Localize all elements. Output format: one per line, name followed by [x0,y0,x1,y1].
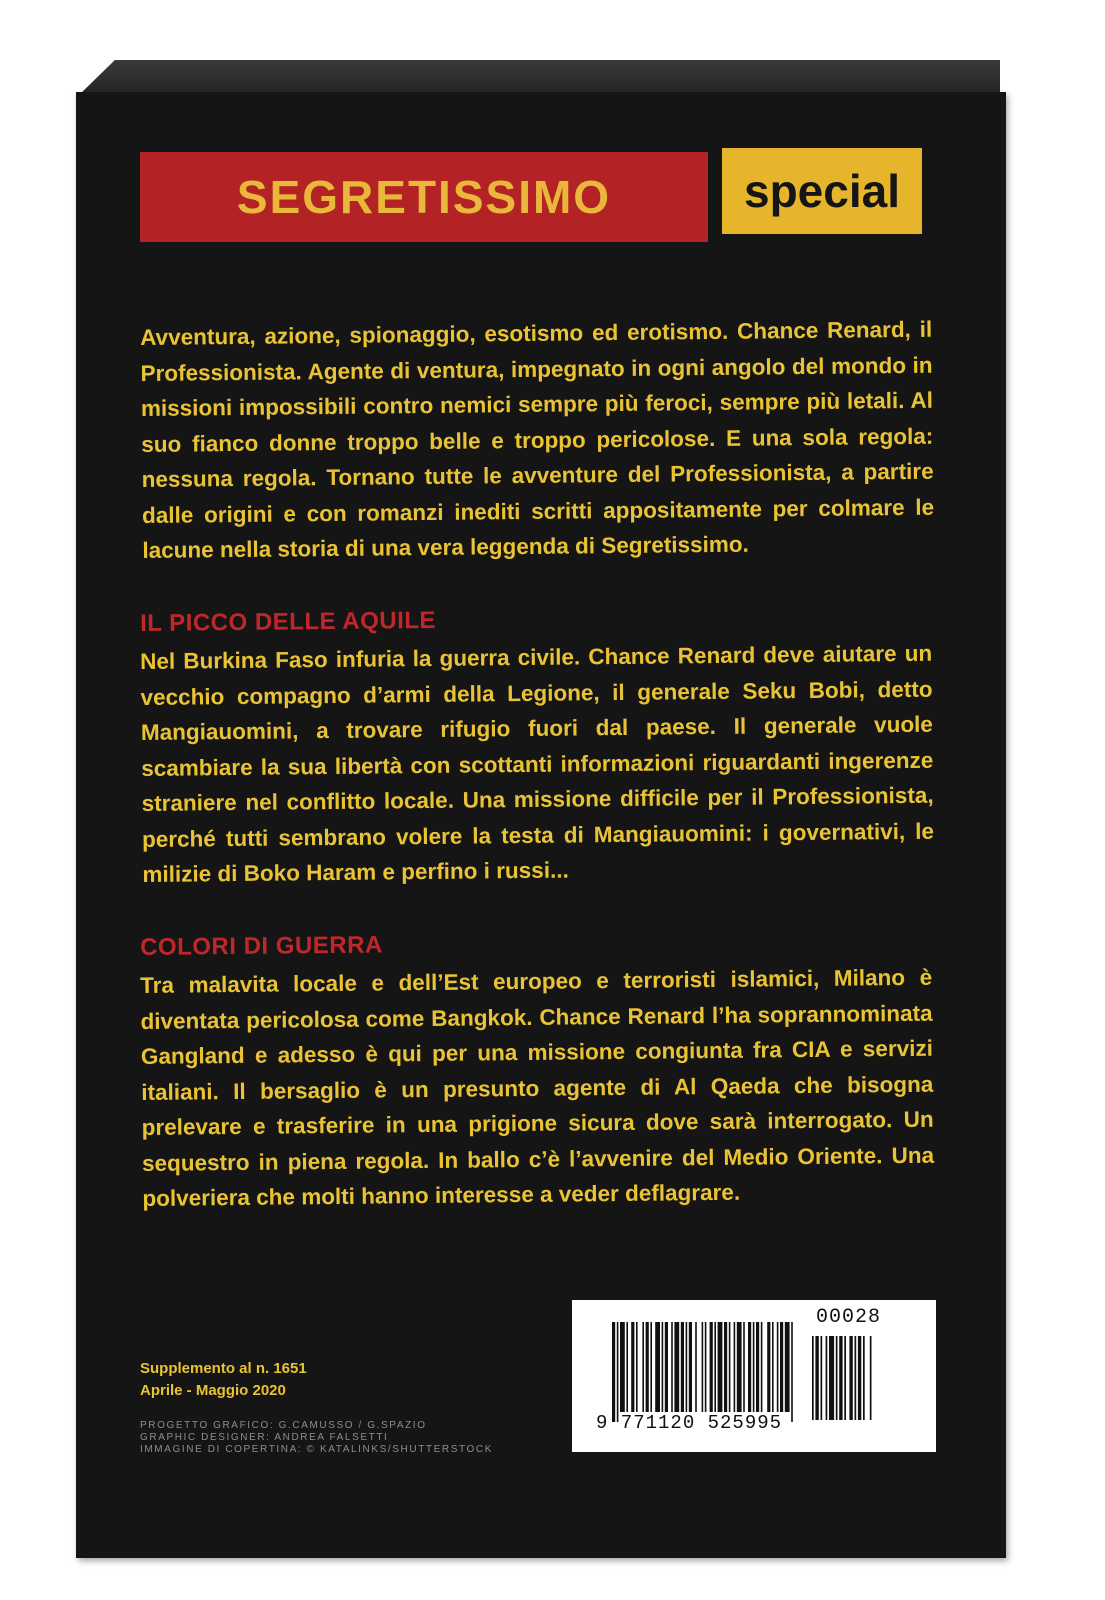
barcode-bar [785,1322,790,1412]
barcode-bar [665,1322,668,1412]
barcode-bar [748,1322,751,1412]
barcode-bar [734,1322,736,1412]
barcode-bar [767,1322,770,1412]
barcode-addon-bar [839,1336,842,1420]
series-title: SEGRETISSIMO [236,171,612,223]
barcode-addon: 00028 [816,1306,882,1329]
special-badge [722,148,922,234]
section-body-picco: Nel Burkina Faso infuria la guerra civile. Chance Renard deve aiutare un vecchio compagno d’armi della Legione, il generale Seku Bobi, detto Mangiauomini, a trovare rifugio fuori dal paese. Il generale vuole scambiare la sua libertà con scottanti informazioni riguardanti ingerenze straniere nel conflitto locale. Una missione difficile per il Professionista, perché tutti sembrano volere la testa di Mangiauomini: i governativi, le milizie di Boko Haram e perfino i russi... [140,640,935,887]
supplement-date: Aprile - Maggio 2020 [140,1382,286,1399]
barcode-bar [655,1322,660,1412]
barcode-bar [626,1322,628,1412]
credits [140,1420,493,1456]
barcode-bar [650,1322,652,1412]
section-body-colori: Tra malavita locale e dell’Est europeo e terroristi islamici, Milano è diventata pericolosa come Bangkok. Chance Renard l’ha soprannominata Gangland e adesso è qui per una missione congiunta fra CIA e servizi italiani. Il bersaglio è un presunto agente di Al Qaeda che bisogna prelevare e trasferire in una prigione sicura dove sarà interrogato. Un sequestro in piena regola. In ballo c’è l’avvenire del Medio Oriente. Una polveriera che molti hanno interesse a veder deflagrare. [140,964,935,1211]
barcode-bar [686,1322,688,1412]
back-cover [76,92,1006,1558]
section-title-picco: IL PICCO DELLE AQUILE [140,606,437,637]
barcode-bar [662,1322,664,1412]
barcode-bar [671,1322,673,1412]
barcode-bar [674,1322,679,1412]
section-title-colori: COLORI DI GUERRA [140,931,383,961]
barcode-bar [705,1322,707,1412]
barcode-addon-bar [836,1336,838,1420]
special-badge-label: special [744,165,900,217]
barcode-bar [617,1322,619,1422]
barcode [572,1300,936,1452]
barcode-bar [620,1322,625,1412]
barcode-bar [646,1322,649,1412]
barcode-addon-bar [863,1336,865,1420]
barcode-bar [743,1322,745,1412]
barcode-addon-bar [858,1336,861,1420]
barcode-bar [737,1322,742,1412]
supplement-issue: Supplemento al n. 1651 [140,1360,307,1377]
barcode-bar [714,1322,716,1412]
barcode-addon-bar [829,1336,834,1420]
intro-paragraph: Avventura, azione, spionaggio, esotismo ed erotismo. Chance Renard, il Professionista. Agente di ventura, impegnato in ogni angolo del mondo in missioni impossibili contro nemici sempre più feroci, sempre più letali. Al suo fianco donne troppo belle e troppo pericolose. E una sola regola: nessuna regola. Tornano tutte le avventure del Professionista, a partire dalle origini e con romanzi inediti scritti appositamente per colmare le lacune nella storia di una vera leggenda di Segretissimo. [140,316,935,563]
barcode-bar [753,1322,755,1412]
barcode-bar [631,1322,634,1412]
barcode-bar [612,1322,615,1422]
header-title-band [140,152,708,242]
barcode-bar [695,1322,697,1412]
barcode-addon-bar [844,1336,846,1420]
supplement-info [140,1358,307,1402]
barcode-bar [777,1322,779,1412]
barcode-bar [761,1322,763,1412]
barcode-addon-bar [870,1336,872,1420]
barcode-bar [729,1322,731,1412]
barcode-addon-bar [815,1336,818,1420]
credit-line: GRAPHIC DESIGNER: ANDREA FALSETTI [140,1432,389,1443]
barcode-bar [724,1322,727,1412]
barcode-bar [780,1322,783,1412]
barcode-bar [710,1322,713,1412]
barcode-bar [681,1322,684,1412]
barcode-addon-bar [849,1336,852,1420]
credit-line: IMMAGINE DI COPERTINA: © KATALINKS/SHUTTERSTOCK [140,1444,493,1455]
barcode-bar [756,1322,759,1412]
barcode-bar [791,1322,793,1422]
barcode-addon-bar [812,1336,814,1420]
book-top-edge [78,60,1000,96]
barcode-bar [689,1322,692,1412]
barcode-addon-bar [821,1336,823,1420]
barcode-digits: 9 771120 525995 [596,1412,783,1434]
barcode-addon-bar [826,1336,828,1420]
barcode-addon-bar [855,1336,857,1420]
credit-line: PROGETTO GRAFICO: G.CAMUSSO / G.SPAZIO [140,1420,427,1431]
barcode-bar [772,1322,774,1412]
barcode-bar [642,1322,644,1412]
barcode-bar [636,1322,638,1412]
barcode-bar [718,1322,723,1412]
barcode-bar [702,1322,704,1412]
